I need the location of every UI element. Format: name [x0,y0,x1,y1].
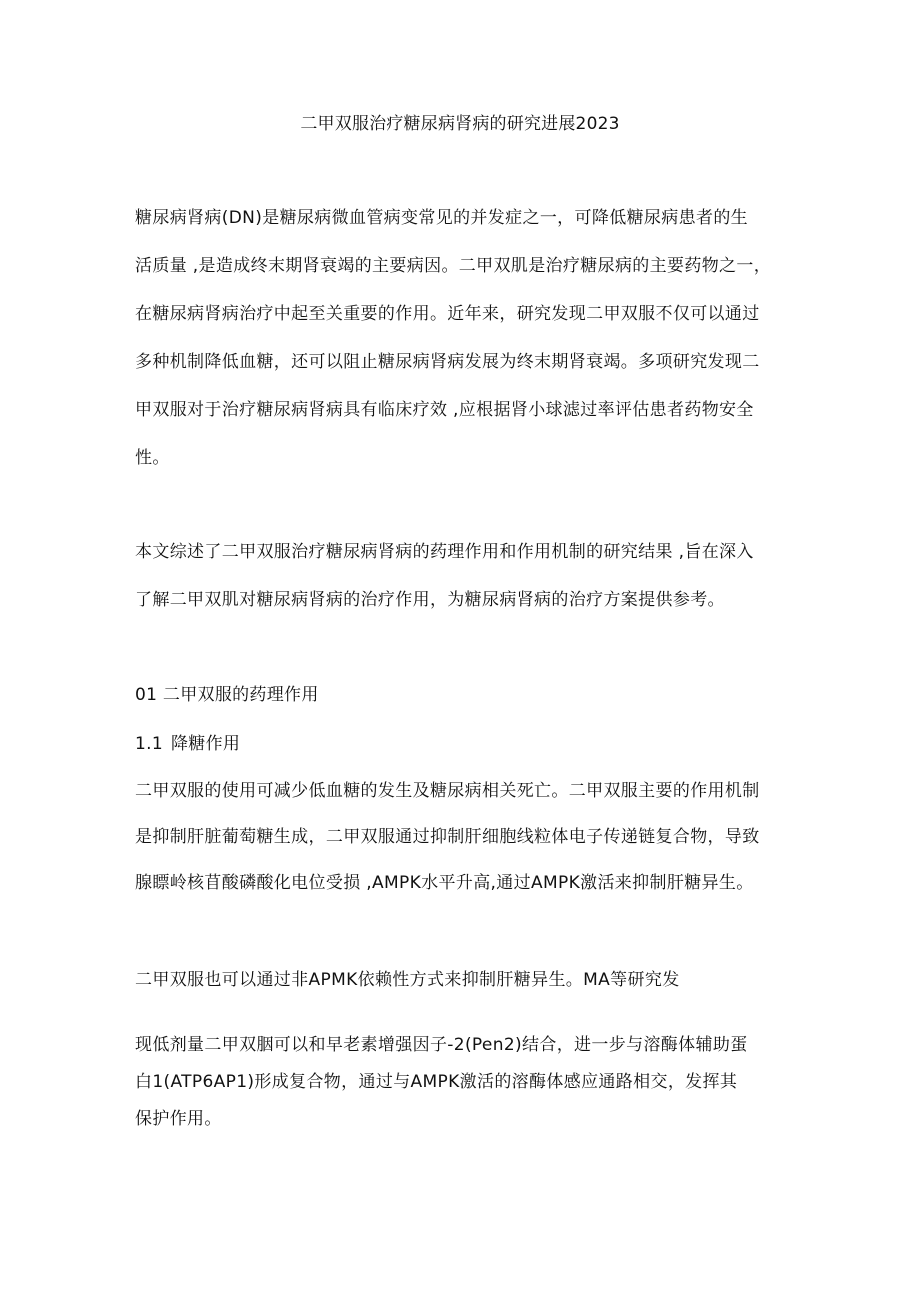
text-line: 现低剂量二甲双胭可以和早老素增强因子-2(Pen2)结合，进一步与溶酶体辅助蛋 [135,1035,748,1055]
intro-paragraph [135,194,795,482]
text-line: 是抑制肝脏葡萄糖生成，二甲双服通过抑制肝细胞线粒体电子传递链复合物，导致 [135,827,760,847]
text-line: 了解二甲双肌对糖尿病肾病的治疗作用，为糖尿病肾病的治疗方案提供参考。 [135,590,725,610]
text-line: 白1(ATP6AP1)形成复合物，通过与AMPK激活的溶酶体感应通路相交，发挥其 [135,1072,738,1092]
text-line: 在糖尿病肾病治疗中起至关重要的作用。近年来，研究发现二甲双服不仅可以通过 [135,304,760,324]
text-line: 二甲双服也可以通过非APMK依赖性方式来抑制肝糖异生。MA等研究发 [135,970,680,990]
summary-paragraph [135,528,795,624]
text-line: 本文综述了二甲双服治疗糖尿病肾病的药理作用和作用机制的研究结果 ,旨在深入 [135,542,754,562]
text-line: 糖尿病肾病(DN)是糖尿病微血管病变常见的并发症之一，可降低糖尿病患者的生 [135,208,749,228]
section-heading: 01 二甲双服的药理作用 [135,685,319,705]
text-line: 多种机制降低血糖，还可以阻止糖尿病肾病发展为终末期肾衰竭。多项研究发现二 [135,352,760,372]
text-line: 保护作用。 [135,1109,222,1129]
text-line: 性。 [135,448,170,468]
text-line: 腺瞟岭核苜酸磷酸化电位受损 ,AMPK水平升高,通过AMPK激活来抑制肝糖异生。 [135,873,754,893]
text-line: 活质量 ,是造成终末期肾衰竭的主要病因。二甲双肌是治疗糖尿病的主要药物之一， [135,256,772,276]
text-line: 甲双服对于治疗糖尿病肾病具有临床疗效 ,应根据肾小球滤过率评估患者药物安全 [135,400,754,420]
document-title: 二甲双服治疗糖尿病肾病的研究进展2023 [300,114,620,134]
pen2-paragraph [135,1027,795,1138]
subsection-number: 1.1 [135,734,163,754]
subsection-title: 降糖作用 [171,734,241,754]
text-line: 二甲双服的使用可减少低血糖的发生及糖尿病相关死亡。二甲双服主要的作用机制 [135,781,760,801]
ampk-independent-paragraph [135,960,795,1000]
glucose-paragraph [135,768,795,906]
subsection-heading [135,729,240,759]
